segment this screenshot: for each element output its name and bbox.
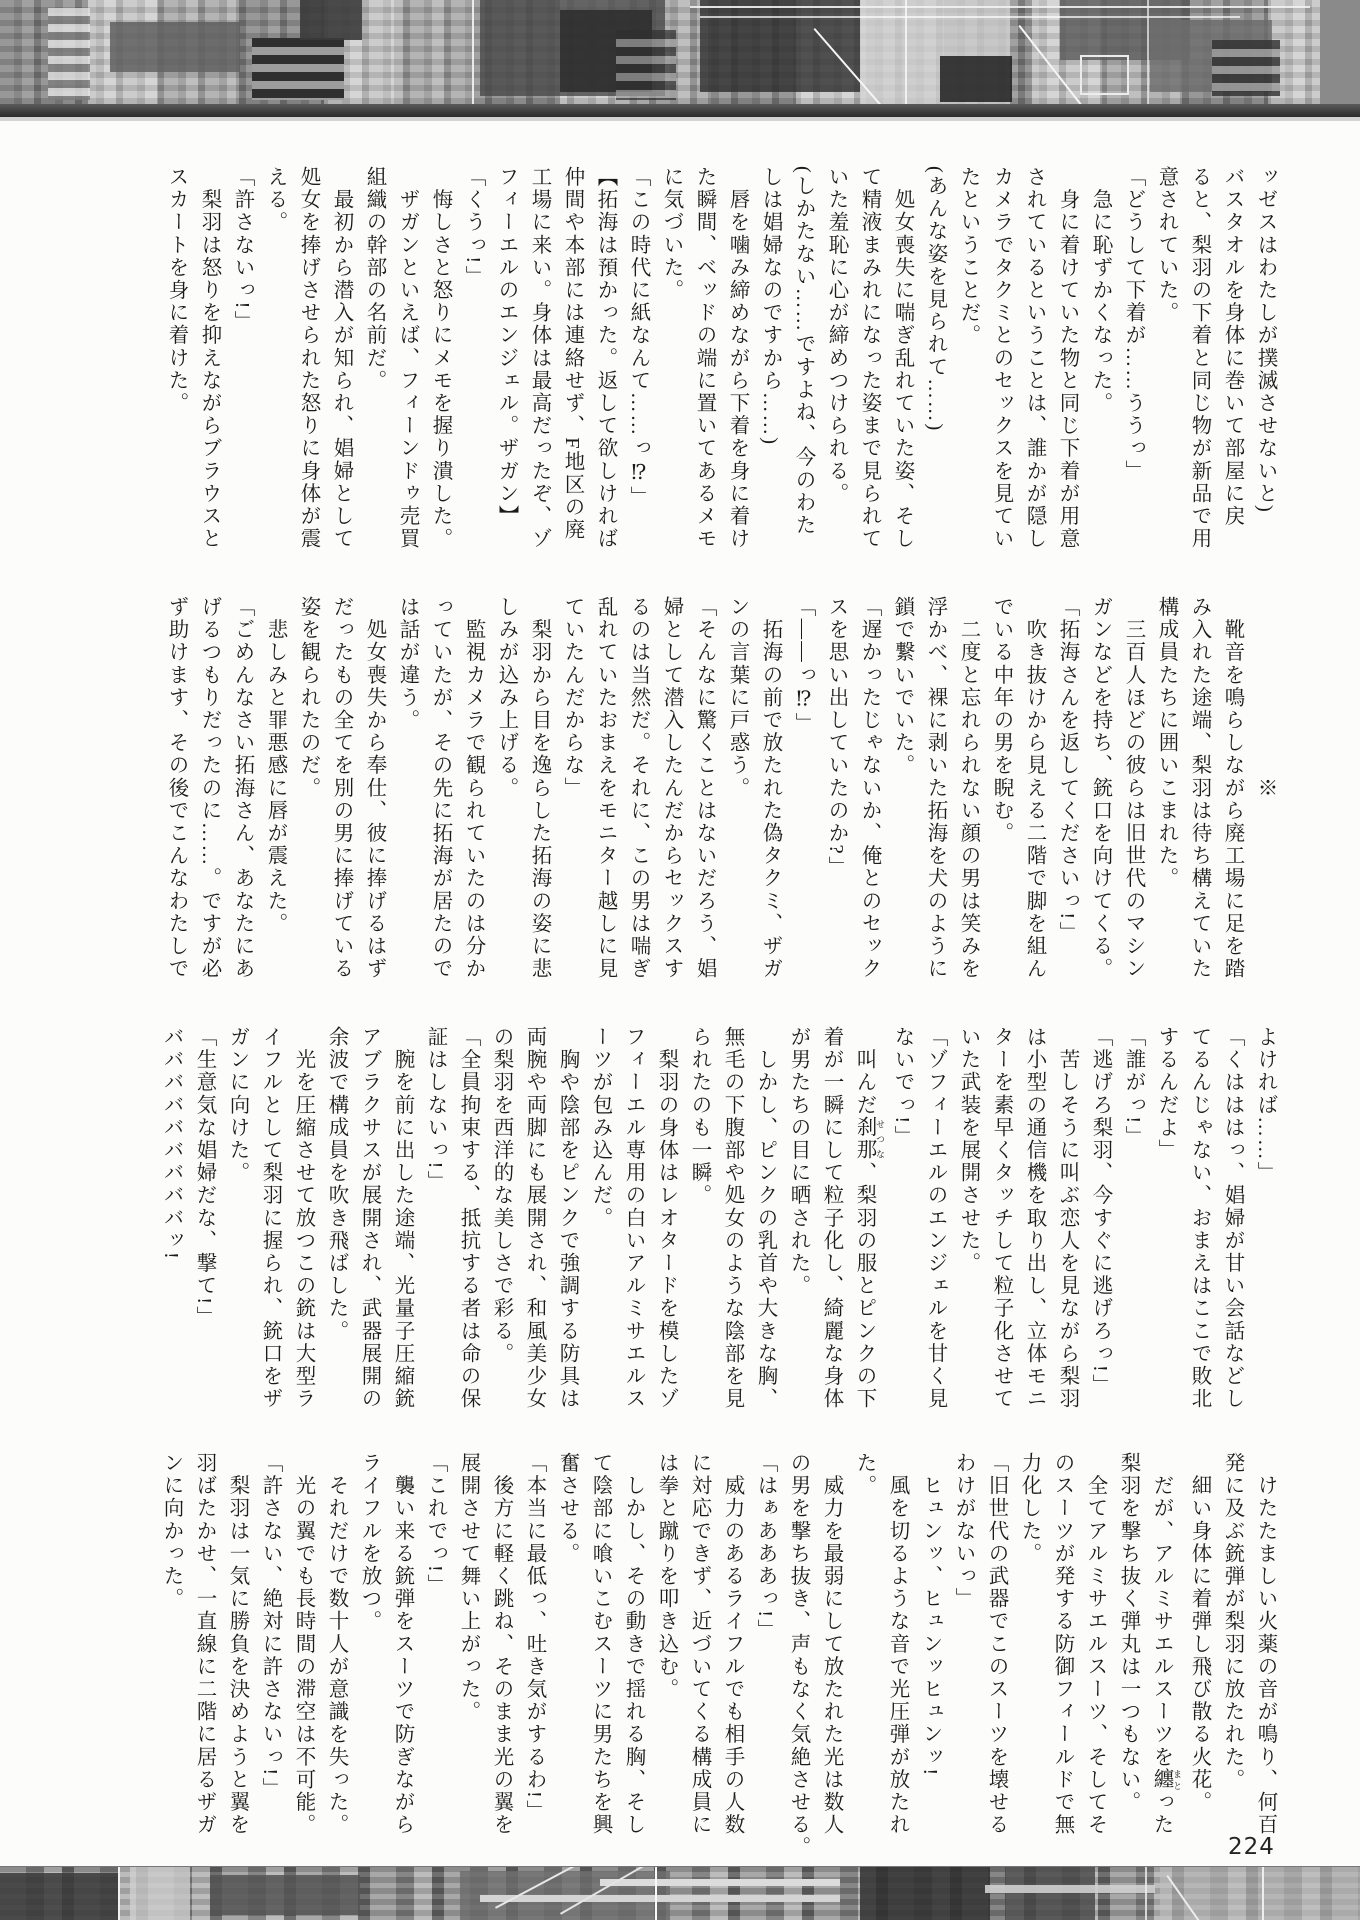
text-column: 吹き抜けから見える二階で脚を組ん: [1023, 596, 1045, 981]
text-column: しかし、ピンクの乳首や大きな胸、: [754, 1026, 776, 1411]
text-column: 婦として潜入したんだからセックスす: [660, 596, 682, 981]
text-column: 無毛の下腹部や処女のような陰部を見: [721, 1026, 743, 1411]
text-column: フィーエルのエンジェル。ザガン】: [495, 166, 517, 528]
glitch-block: [300, 0, 362, 40]
text-column: 叫んだ刹那 せつな、梨羽の服とピンクの下: [853, 1026, 885, 1411]
text-column: 監視カメラで観られていたのは分か: [462, 596, 484, 981]
text-column: の梨羽を西洋的な美しさで彩る。: [490, 1026, 512, 1365]
text-column: 梨羽を撃ち抜く弾丸は一つもない。: [1117, 1452, 1139, 1814]
text-column: に気づいた。: [660, 166, 682, 302]
text-column: 拓海の前で放たれた偽タクミ、ザガ: [759, 596, 781, 981]
text-column: わけがないっ」: [952, 1452, 974, 1611]
text-column: 浮かべ、裸に剥いた拓海を犬のように: [924, 596, 946, 981]
text-column: バスタオルを身体に巻いて部屋に戻: [1221, 166, 1243, 528]
text-column: 「この時代に紙なんて……っ⁉」: [627, 166, 649, 509]
text-column: 展開させて舞い上がった。: [457, 1452, 479, 1724]
text-column: は拳と蹴りを叩き込む。: [655, 1452, 677, 1701]
text-column: ーツが包み込んだ。: [589, 1026, 611, 1230]
glitch-hairline: [1262, 1867, 1264, 1920]
text-column: 両腕や両脚にも展開され、和風美少女: [523, 1026, 545, 1411]
text-column: 処女喪失から奉仕、彼に捧げるはず: [363, 596, 385, 981]
text-column: げるつもりだったのに……。ですが必: [198, 596, 220, 981]
text-column: ガンに向けた。: [226, 1026, 248, 1185]
text-column: 「ごめんなさい拓海さん、あなたにあ: [231, 596, 253, 981]
text-column: 腕を前に出した途端、光量子圧縮銃: [391, 1026, 413, 1411]
text-column: 羽ばたかせ、一直線に二階に居るザガ: [193, 1452, 215, 1837]
text-column: ていたんだからな」: [561, 596, 583, 800]
text-column: み入れた途端、梨羽は待ち構えていた: [1188, 596, 1210, 981]
text-column: 仲間や本部には連絡せず、F地区の廃: [561, 166, 583, 542]
text-column: 証はしないっ!」: [424, 1026, 446, 1194]
text-column: 「許さない、絶対に許さないっ!」: [259, 1452, 281, 1800]
text-column: けたたましい火薬の音が鳴り、何百: [1254, 1452, 1276, 1837]
glitch-block: [860, 1867, 990, 1920]
text-column: 「くはははっ、娼婦が甘い会話などし: [1221, 1026, 1243, 1411]
text-column: 構成員たちに囲いこまれた。: [1155, 596, 1177, 890]
glitch-bar: [985, 1885, 1155, 1893]
glitch-hairline: [118, 1867, 120, 1920]
text-column: 「――っ⁉」: [792, 596, 814, 736]
text-column: 細い身体に着弾し飛び散る火花。: [1188, 1452, 1210, 1814]
glitch-outline: [1080, 55, 1129, 95]
text-column: 悲しみと罪悪感に唇が震えた。: [264, 596, 286, 935]
text-column: 鎖で繋いでいた。: [891, 596, 913, 777]
text-column: しかし、その動きで揺れる胸、そし: [622, 1452, 644, 1837]
text-column: ンに向かった。: [160, 1452, 182, 1611]
text-column: 二度と忘れられない顔の男は笑みを: [957, 596, 979, 981]
text-column: られたのも一瞬。: [688, 1026, 710, 1207]
text-column: ヒュンッ、ヒュンッヒュンッ!: [919, 1452, 941, 1778]
text-column: しは娼婦なのですから……): [759, 166, 781, 447]
glitch-hairline: [690, 6, 1310, 8]
text-column: 唇を噛み締めながら下着を身に着け: [726, 166, 748, 551]
text-column: 「くうっ!」: [462, 166, 484, 288]
text-column: 胸や陰部をピンクで強調する防具は: [556, 1026, 578, 1411]
page-number: 224: [1228, 1834, 1275, 1860]
text-column: 梨羽は怒りを抑えながらブラウスと: [198, 166, 220, 551]
text-row: [154, 1026, 1281, 1412]
text-column: 「全員拘束する、抵抗する者は命の保: [457, 1026, 479, 1411]
text-column: それだけで数十人が意識を失った。: [325, 1452, 347, 1837]
text-column: 三百人ほどの彼らは旧世代のマシン: [1122, 596, 1144, 981]
text-column: 「逃げろ梨羽、今すぐに逃げろっ!」: [1089, 1026, 1111, 1397]
text-column: 「生意気な娼婦だな、撃て!」: [193, 1026, 215, 1329]
text-column: ガンなどを持ち、銃口を向けてくる。: [1089, 596, 1111, 981]
text-column: 梨羽から目を逸らした拓海の姿に悲: [528, 596, 550, 981]
text-column: ないでっ!」: [891, 1026, 913, 1148]
glitch-hairline: [655, 1867, 657, 1920]
glitch-hairline: [1145, 1867, 1147, 1920]
text-column: 乱れていたおまえをモニター越しに見: [594, 596, 616, 981]
text-column: 梨羽は一気に勝負を決めようと翼を: [226, 1452, 248, 1837]
text-column: 最初から潜入が知られ、娼婦として: [330, 166, 352, 551]
text-column: ッゼスはわたしが撲滅させないと): [1254, 166, 1276, 514]
text-column: ターを素早くタッチして粒子化させて: [990, 1026, 1012, 1411]
text-column: 「拓海さんを返してくださいっ!」: [1056, 596, 1078, 944]
text-column: に対応できず、近づいてくる構成員に: [688, 1452, 710, 1837]
glitch-block: [110, 22, 240, 72]
text-column: だったもの全てを別の男に捧げている: [330, 596, 352, 981]
glitch-block: [700, 0, 860, 92]
text-column: 身に着けていた物と同じ下着が用意: [1056, 166, 1078, 551]
glitch-bar: [480, 1895, 840, 1902]
text-column: 襲い来る銃弾をスーツで防ぎながら: [391, 1452, 413, 1837]
text-column: たということだ。: [957, 166, 979, 347]
text-column: 着が一瞬にして粒子化し、綺麗な身体: [820, 1026, 842, 1411]
text-column: 姿を観られたのだ。: [297, 596, 319, 800]
glitch-hairline: [472, 0, 474, 104]
glitch-block: [130, 1867, 190, 1920]
glitch-ladder: [252, 38, 344, 100]
text-column: える。: [264, 166, 286, 234]
glitch-block: [1160, 1867, 1360, 1920]
text-column: 「許さないっ!」: [231, 166, 253, 334]
text-column: 靴音を鳴らしながら廃工場に足を踏: [1221, 596, 1243, 981]
text-column: 後方に軽く跳ね、そのまま光の翼を: [490, 1452, 512, 1837]
text-column: てるんじゃない、おまえはここで敗北: [1188, 1026, 1210, 1411]
glitch-block: [1320, 0, 1360, 104]
text-column: バババババババババッ!: [160, 1026, 182, 1261]
text-row: [159, 166, 1281, 552]
glitch-ladder: [48, 8, 90, 100]
text-column: アブラクサスが展開され、武器展開の: [358, 1026, 380, 1411]
text-column: 「誰がっ!」: [1122, 1026, 1144, 1148]
text-column: 「遅かったじゃないか、俺とのセック: [858, 596, 880, 981]
text-column: て陰部に喰いこむスーツに男たちを興: [589, 1452, 611, 1837]
text-column: 「ゾフィーエルのエンジェルを甘く見: [924, 1026, 946, 1411]
text-column: 威力のあるライフルでも相手の人数: [721, 1452, 743, 1837]
text-column: だが、アルミサエルスーツを纏 まとった: [1150, 1452, 1182, 1837]
text-column: 発に及ぶ銃弾が梨羽に放たれた。: [1221, 1452, 1243, 1791]
text-column: いた武装を展開させた。: [957, 1026, 979, 1275]
text-column: 力化した。: [1018, 1452, 1040, 1565]
text-column: するんだよ」: [1155, 1026, 1177, 1162]
text-column: 「はぁあああっ!」: [754, 1452, 776, 1642]
text-column: よければ……」: [1254, 1026, 1276, 1185]
header-light-rule: [0, 117, 1360, 121]
glitch-bar: [600, 1879, 840, 1886]
text-column: が男たちの目に晒された。: [787, 1026, 809, 1298]
text-column: 奮させる。: [556, 1452, 578, 1565]
glitch-ladder: [1212, 40, 1280, 96]
text-column: 威力を最弱にして放たれた光は数人: [820, 1452, 842, 1837]
glitch-block: [1005, 1867, 1095, 1920]
text-column: 苦しそうに叫ぶ恋人を見ながら梨羽: [1056, 1026, 1078, 1411]
text-column: 意されていた。: [1155, 166, 1177, 325]
text-column: イフルとして梨羽に握られ、銃口をザ: [259, 1026, 281, 1411]
text-column: は話が違う。: [396, 596, 418, 732]
text-column: カメラでタクミとのセックスを見てい: [990, 166, 1012, 551]
glitch-hairline: [905, 0, 907, 104]
header-dark-strip: [0, 104, 1360, 117]
text-column: 梨羽の身体はレオタードを模したゾ: [655, 1026, 677, 1411]
text-column: ンの言葉に戸惑う。: [726, 596, 748, 800]
text-column: ず助けます、その後でこんなわたしで: [165, 596, 187, 981]
text-column: 「これでっ!」: [424, 1452, 446, 1597]
text-column: 処女喪失に喘ぎ乱れていた姿、そし: [891, 166, 913, 551]
text-column: の男を撃ち抜き、声もなく気絶させる。: [787, 1452, 809, 1859]
text-column: (あんな姿を見られて……): [924, 166, 946, 433]
glitch-ladder: [616, 30, 676, 100]
text-column: スを思い出していたのか?」: [825, 596, 847, 879]
text-column: ザガンといえば、フィーンドゥ売買: [396, 166, 418, 551]
text-column: フィーエル専用の白いアルミサエルス: [622, 1026, 644, 1411]
text-column: 組織の幹部の名前だ。: [363, 166, 385, 392]
text-column: ライフルを放つ。: [358, 1452, 380, 1633]
text-column: 処女を捧げさせられた怒りに身体が震: [297, 166, 319, 551]
text-column: (しかたない……ですよね、今のわた: [792, 166, 814, 537]
text-column: 「旧世代の武器でこのスーツを壊せる: [985, 1452, 1007, 1837]
text-column: 風を切るような音で光圧弾が放たれ: [886, 1452, 908, 1837]
text-column: 光を圧縮させて放つこの銃は大型ラ: [292, 1026, 314, 1411]
header-glitch-art: [0, 0, 1360, 104]
text-column: 余波で構成員を吹き飛ばした。: [325, 1026, 347, 1343]
text-column: でいる中年の男を睨む。: [990, 596, 1012, 845]
text-column: 【拓海は預かった。返して欲しければ: [594, 166, 616, 551]
text-column: は小型の通信機を取り出し、立体モニ: [1023, 1026, 1045, 1411]
text-column: しみが込み上げる。: [495, 596, 517, 800]
text-column: 工場に来い。身体は最高だったぞ、ゾ: [528, 166, 550, 551]
text-column: っていたが、その先に拓海が居たので: [429, 596, 451, 981]
text-column: た瞬間、ベッドの端に置いてあるメモ: [693, 166, 715, 551]
text-column: ると、梨羽の下着と同じ物が新品で用: [1188, 166, 1210, 551]
text-column: されているということは、誰かが隠し: [1023, 166, 1045, 551]
text-column: スカートを身に着けた。: [165, 166, 187, 415]
text-column: 光の翼でも長時間の滞空は不可能。: [292, 1452, 314, 1837]
text-column: 「そんなに驚くことはないだろう、娼: [693, 596, 715, 981]
glitch-block: [940, 56, 1012, 102]
glitch-block: [210, 1875, 360, 1915]
section-break-mark: ※: [1254, 596, 1276, 800]
text-column: 急に恥ずかくなった。: [1089, 166, 1111, 415]
text-column: るのは当然だ。それに、この男は喘ぎ: [627, 596, 649, 981]
text-column: た。: [853, 1452, 875, 1498]
text-row: [159, 596, 1281, 982]
text-column: 悔しさと怒りにメモを握り潰した。: [429, 166, 451, 551]
footer-glitch-art: [0, 1866, 1360, 1920]
glitch-block: [0, 1873, 120, 1920]
text-column: 「本当に最低っ、吐き気がするわ!」: [523, 1452, 545, 1823]
text-column: いた羞恥に心が締めつけられる。: [825, 166, 847, 505]
text-column: 全てアルミサエルスーツ、そしてそ: [1084, 1452, 1106, 1837]
glitch-hairline: [1147, 0, 1149, 104]
text-column: 「どうして下着が……ううっ」: [1122, 166, 1144, 483]
text-column: のスーツが発する防御フィールドで無: [1051, 1452, 1073, 1837]
glitch-hairline: [700, 16, 1240, 18]
text-column: て精液まみれになった姿まで見られて: [858, 166, 880, 551]
